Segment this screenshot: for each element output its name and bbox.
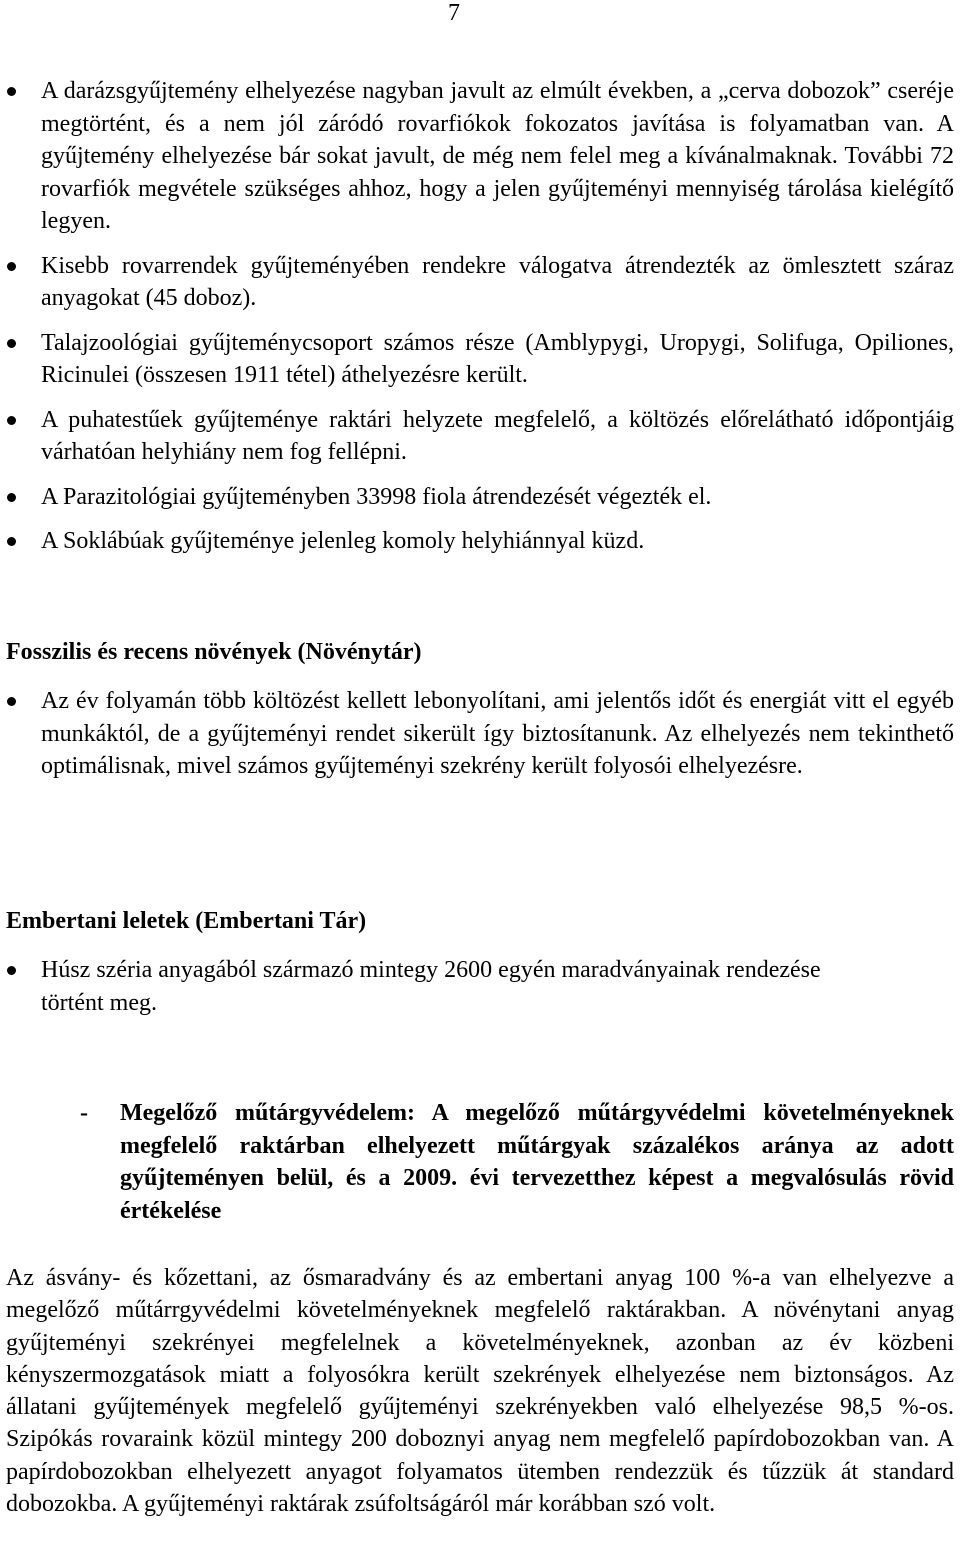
list-item (6, 481, 954, 514)
list-item (6, 75, 954, 238)
storage-assessment-paragraph: Az ásvány- és kőzettani, az ősmaradvány és az embertani anyag 100 %-a van elhelyezve a megelőző műtárrgyvédelmi követelményeknek megfelelő raktárakban. A növénytani anyag gyűjteményi szekrényei megfelelnek a követelményeknek, azonban az év közbeni kényszermozgatások miatt a folyosókra került szekrények elhelyezése nem biztonságos. Az állatani gyűjtemények megfelelő gyűjteményi szekrényekben való elhelyezése 98,5 %-os. Szipókás rovaraink közül mintegy 200 doboznyi anyag nem megfelelő papírdobozokban van. A papírdobozokban elhelyezett anyagot folyamatos ütemben rendezzük és tűzzük át standard dobozokba. A gyűjteményi raktárak zsúfoltságáról már korábban szó volt. (6, 1265, 954, 1518)
collection-status-list (6, 75, 954, 558)
dash-marker: - (80, 1100, 88, 1126)
anthropology-list (6, 954, 954, 1019)
plants-list (6, 685, 954, 783)
preventive-conservation-heading (80, 1097, 954, 1227)
bullet-list (6, 954, 954, 1019)
list-item-text: Kisebb rovarrendek gyűjteményében rendekre válogatva átrendezték az ömlesztett száraz anyagokat (45 doboz). (41, 252, 954, 311)
list-item (6, 327, 954, 392)
list-item-text: Talajzoológiai gyűjteménycsoport számos része (Amblypygi, Uropygi, Solifuga, Opiliones, Ricinulei (összesen 1911 tétel) áthelyezésre került. (41, 329, 954, 388)
page-number: 7 (448, 0, 460, 26)
list-item-text: A puhatestűek gyűjteménye raktári helyzete megfelelő, a költözés előrelátható időpontjáig várhatóan helyhiány nem fog fellépni. (41, 406, 954, 465)
list-item-text: A darázsgyűjtemény elhelyezése nagyban javult az elmúlt években, a „cerva dobozok” cseréje megtörtént, és a nem jól záródó rovarfiókok fokozatos javítása is folyamatban van. A gyűjtemény elhelyezése bár sokat javult, de még nem felel meg a kívánalmaknak. További 72 rovarfiók megvétele szükséges ahhoz, hogy a jelen gyűjteményi mennyiség tárolása kielégítő legyen. (41, 78, 954, 234)
bullet-icon (7, 87, 16, 96)
list-item-text: A Parazitológiai gyűjteményben 33998 fiola átrendezését végezték el. (41, 483, 712, 510)
bullet-icon (7, 537, 16, 546)
list-item (6, 404, 954, 469)
bullet-icon (7, 339, 16, 348)
bullet-list (6, 685, 954, 783)
bullet-icon (7, 697, 16, 706)
bullet-icon (7, 416, 16, 425)
list-item (6, 525, 954, 558)
section-heading-anthropology: Embertani leletek (Embertani Tár) (6, 908, 367, 934)
list-item (6, 954, 954, 1019)
heading-text: Megelőző műtárgyvédelem: A megelőző műtárgyvédelmi követelményeknek megfelelő raktárban elhelyezett műtárgyak százalékos aránya az adott gyűjteményen belül, és a 2009. évi tervezetthez képest a megvalósulás rövid értékelése (120, 1100, 954, 1224)
bullet-icon (7, 493, 16, 502)
list-item-text: Húsz széria anyagából származó mintegy 2600 egyén maradványainak rendezése történt meg. (41, 957, 821, 1016)
bullet-icon (7, 966, 16, 975)
list-item-text: Az év folyamán több költözést kellett lebonyolítani, ami jelentős időt és energiát vitt el egyéb munkáktól, de a gyűjteményi rendet sikerült így biztosítanunk. Az elhelyezés nem tekinthető optimálisnak, mivel számos gyűjteményi szekrény került folyosói elhelyezésre. (41, 688, 954, 779)
list-item (6, 685, 954, 783)
list-item (6, 250, 954, 315)
list-item-text: A Soklábúak gyűjteménye jelenleg komoly helyhiánnyal küzd. (41, 528, 645, 554)
bullet-list (6, 75, 954, 558)
section-heading-plants: Fosszilis és recens növények (Növénytár) (6, 639, 422, 665)
bullet-icon (7, 262, 16, 271)
